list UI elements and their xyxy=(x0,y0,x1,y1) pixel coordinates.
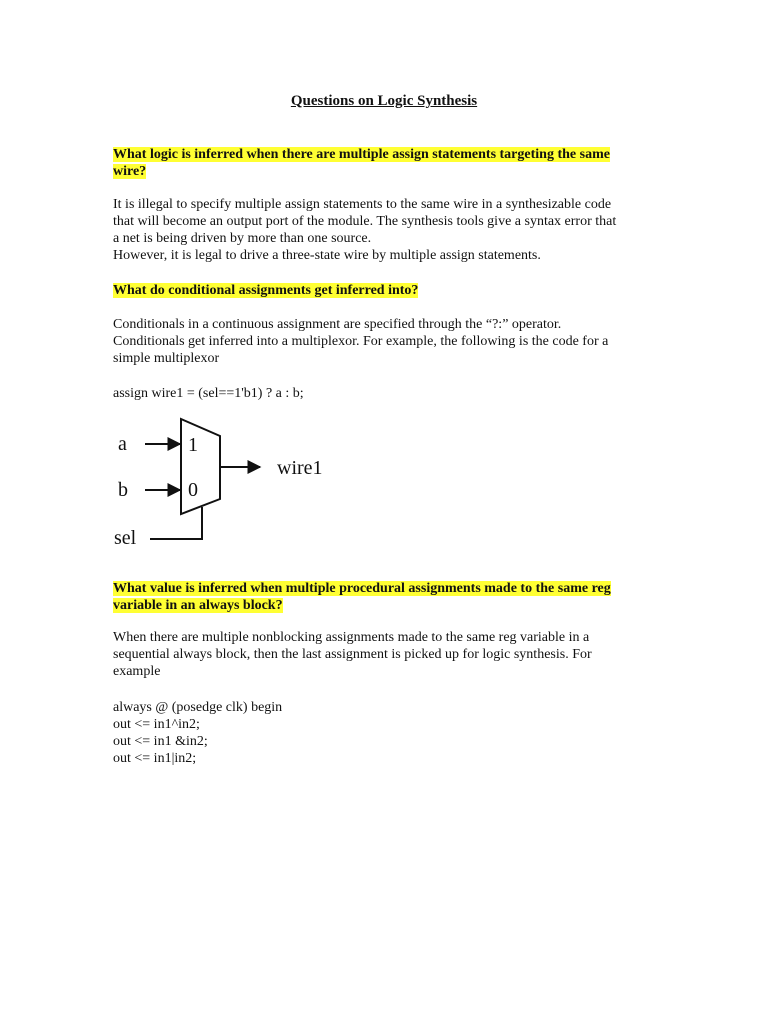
code-line: out <= in1^in2; xyxy=(113,717,200,732)
answer-2-line: Conditionals in a continuous assignment are specified through the “?:” operator. xyxy=(113,317,562,332)
code-line: out <= in1|in2; xyxy=(113,751,197,766)
multiplexer-diagram xyxy=(108,412,348,552)
assign-code-line: assign wire1 = (sel==1'b1) ? a : b; xyxy=(113,386,304,401)
answer-1-line: It is illegal to specify multiple assign statements to the same wire in a synthesizable code xyxy=(113,197,612,212)
mux-input-b-label: b xyxy=(118,479,128,501)
mux-input-a-label: a xyxy=(118,433,127,455)
always-code-block xyxy=(113,699,661,767)
mux-port-0-label: 0 xyxy=(188,479,198,501)
answer-3 xyxy=(113,629,661,680)
mux-body xyxy=(181,419,220,514)
question-3-line-1: What value is inferred when multiple procedural assignments made to the same reg xyxy=(113,581,611,596)
answer-2 xyxy=(113,316,661,367)
question-3 xyxy=(113,580,658,614)
question-2-text: What do conditional assignments get inferred into? xyxy=(113,283,419,298)
answer-1-line: that will become an output port of the module. The synthesis tools give a syntax error that xyxy=(113,214,617,229)
mux-select-label: sel xyxy=(114,527,137,549)
answer-1-line: a net is being driven by more than one source. xyxy=(113,231,372,246)
question-1-line-1: What logic is inferred when there are multiple assign statements targeting the same xyxy=(113,147,610,162)
answer-3-line: When there are multiple nonblocking assignments made to the same reg variable in a xyxy=(113,630,590,645)
answer-1-line: However, it is legal to drive a three-state wire by multiple assign statements. xyxy=(113,248,541,263)
assign-code xyxy=(113,385,661,402)
question-2 xyxy=(113,282,658,299)
mux-port-1-label: 1 xyxy=(188,434,198,456)
code-line: always @ (posedge clk) begin xyxy=(113,700,283,715)
answer-2-line: Conditionals get inferred into a multiplexor. For example, the following is the code for a xyxy=(113,334,609,349)
question-3-line-2: variable in an always block? xyxy=(113,598,283,613)
answer-3-line: example xyxy=(113,664,161,679)
page-title: Questions on Logic Synthesis xyxy=(290,93,478,109)
question-1 xyxy=(113,146,658,180)
answer-1 xyxy=(113,196,661,264)
mux-output-label: wire1 xyxy=(277,457,323,479)
answer-3-line: sequential always block, then the last assignment is picked up for logic synthesis. For xyxy=(113,647,592,662)
mux-select-line xyxy=(150,507,202,539)
answer-2-line: simple multiplexor xyxy=(113,351,220,366)
code-line: out <= in1 &in2; xyxy=(113,734,208,749)
question-1-line-2: wire? xyxy=(113,164,147,179)
